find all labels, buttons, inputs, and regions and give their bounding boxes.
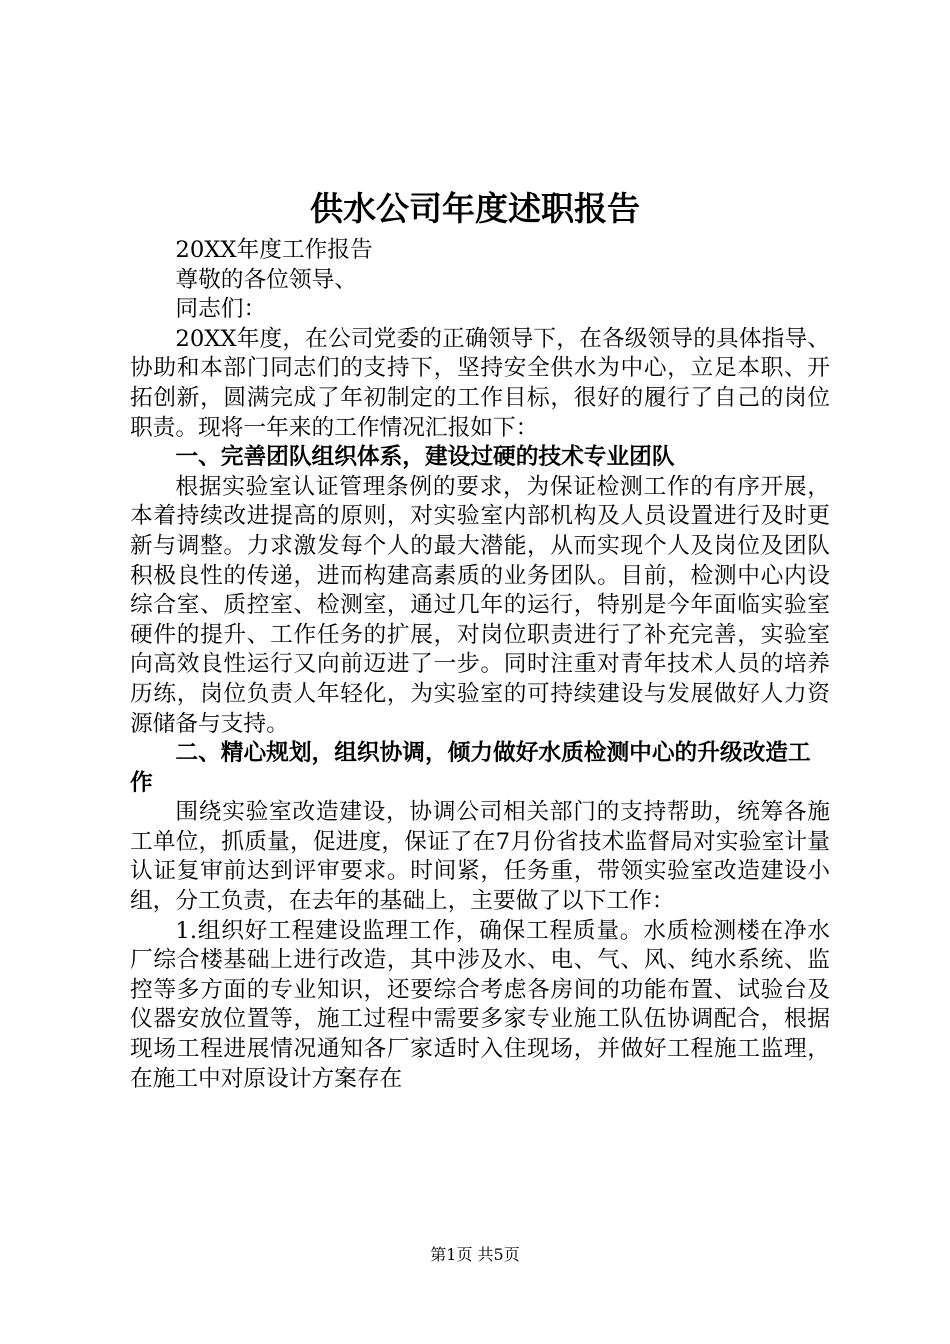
- paragraph: 尊敬的各位领导、: [175, 266, 357, 293]
- paragraph: 20XX年度，在公司党委的正确领导下，在各级领导的具体指导、协助和本部门同志们的支持下，坚持安全供水为中心，立足本职、开拓创新，圆满完成了年初制定的工作目标，很好的履行了自己的岗位职责。现将一年来的工作情况汇报如下：: [130, 325, 830, 441]
- paragraph: 20XX年度工作报告: [175, 237, 373, 263]
- paragraph: 同志们：: [175, 296, 267, 323]
- section-heading: 一、完善团队组织体系，建设过硬的技术专业团队: [175, 444, 675, 471]
- paragraph: 根据实验室认证管理条例的要求，为保证检测工作的有序开展，本着持续改进提高的原则，对实验室内部机构及人员设置进行及时更新与调整。力求激发每个人的最大潜能，从而实现个人及岗位及团队积极良性的传递，进而构建高素质的业务团队。目前，检测中心内设综合室、质控室、检测室，通过几年的运行，特别是今年面临实验室硬件的提升、工作任务的扩展，对岗位职责进行了补充完善，实验室向高效良性运行又向前迈进了一步。同时注重对青年技术人员的培养历练，岗位负责人年轻化，为实验室的可持续建设与发展做好人力资源储备与支持。: [130, 473, 830, 737]
- page-number: 第1页 共5页: [430, 1245, 520, 1264]
- document-body: [130, 236, 830, 1094]
- section-heading: 二、精心规划，组织协调，倾力做好水质检测中心的升级改造工作: [130, 740, 811, 796]
- document-title: 供水公司年度述职报告: [310, 189, 640, 228]
- paragraph: 围绕实验室改造建设，协调公司相关部门的支持帮助，统筹各施工单位，抓质量，促进度，保证了在7月份省技术监督局对实验室计量认证复审前达到评审要求。时间紧，任务重，带领实验室改造建设小组，分工负责，在去年的基础上，主要做了以下工作：: [130, 799, 830, 915]
- paragraph: 1.组织好工程建设监理工作，确保工程质量。水质检测楼在净水厂综合楼基础上进行改造，其中涉及水、电、气、风、纯水系统、监控等多方面的专业知识，还要综合考虑各房间的功能布置、试验台及仪器安放位置等，施工过程中需要多家专业施工队伍协调配合，根据现场工程进展情况通知各厂家适时入住现场，并做好工程施工监理，在施工中对原设计方案存在: [130, 917, 830, 1092]
